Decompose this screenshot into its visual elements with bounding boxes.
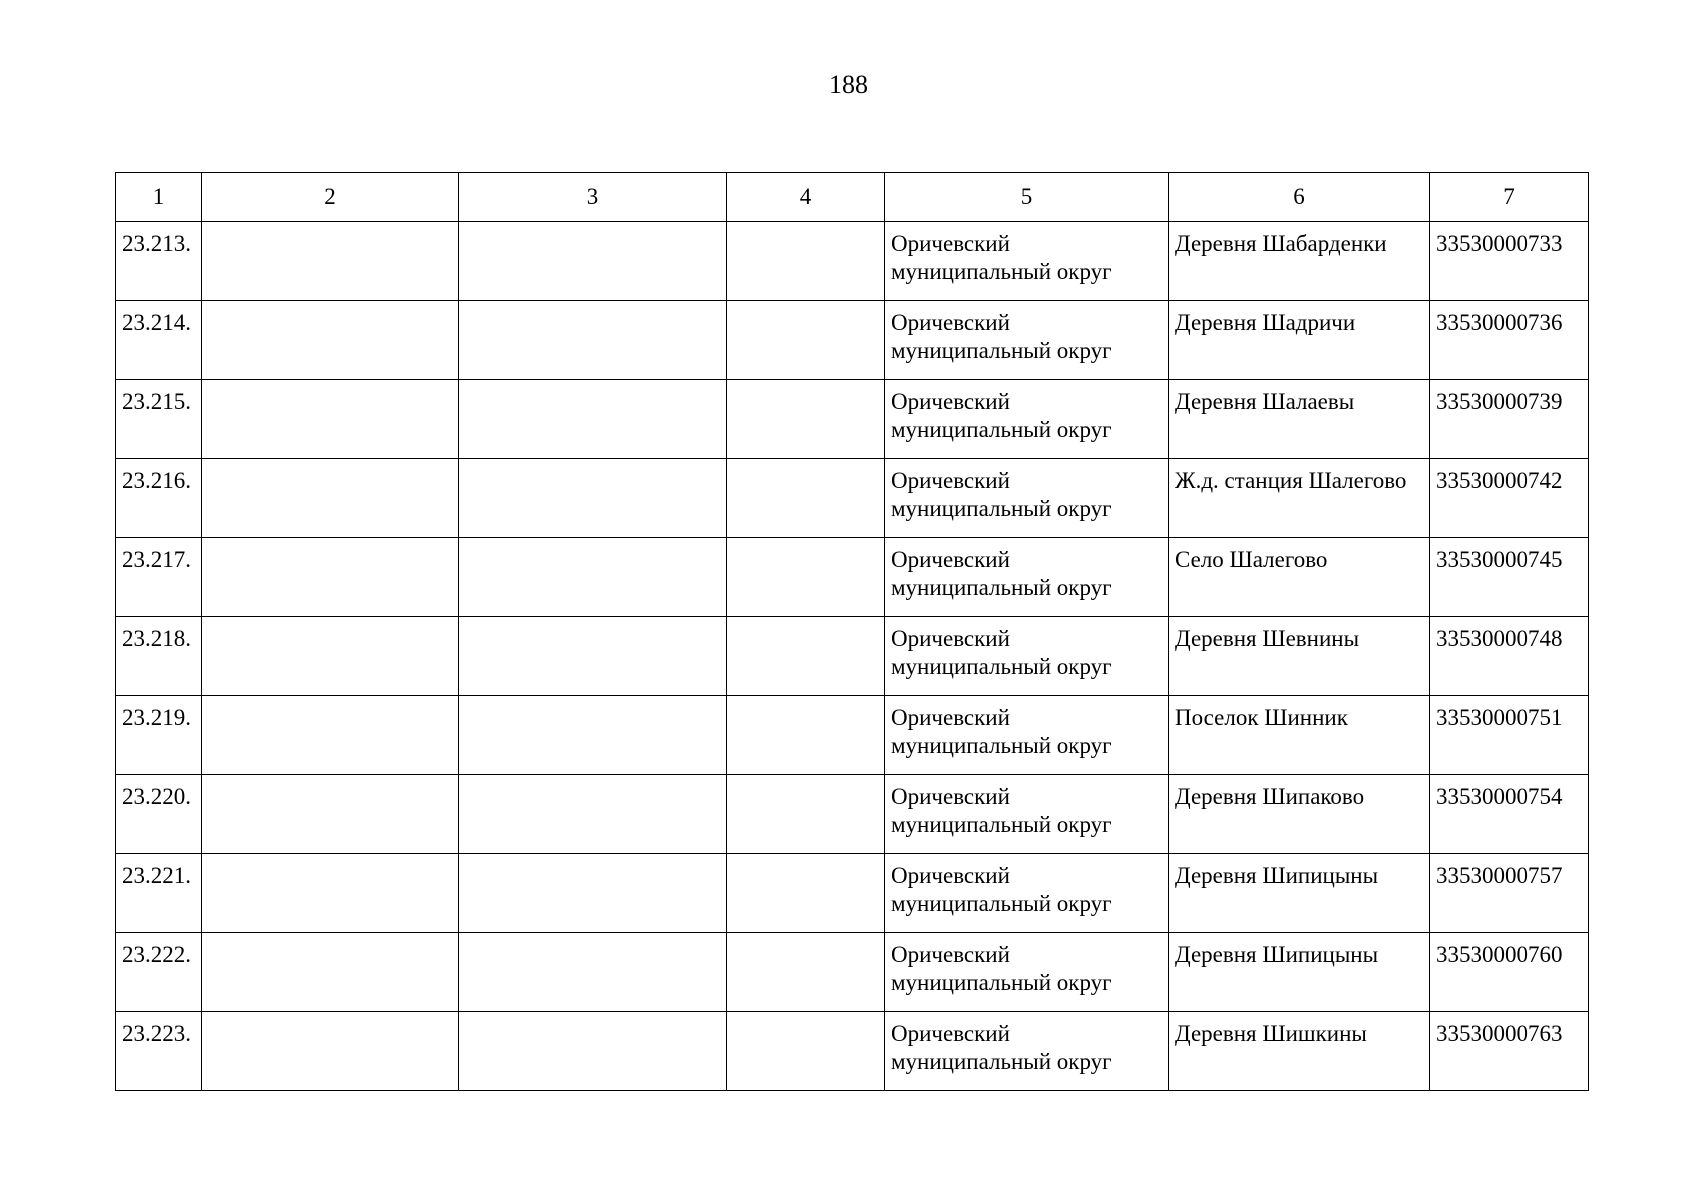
column-header-7: 7: [1430, 173, 1589, 222]
column-3-value: [459, 617, 726, 625]
settlement-code: 33530000745: [1436, 547, 1563, 572]
table-body: [116, 173, 1589, 1091]
column-2-cell: [202, 617, 459, 696]
district-line-1: Оричевский: [891, 468, 1010, 493]
row-number-cell: [116, 854, 202, 933]
settlement-cell: [1169, 538, 1430, 617]
table-row: [116, 459, 1589, 538]
settlement-cell: [1169, 617, 1430, 696]
settlement-code: 33530000754: [1436, 784, 1563, 809]
district-line-1: Оричевский: [891, 547, 1010, 572]
column-4-value: [727, 459, 884, 467]
settlement-cell: [1169, 301, 1430, 380]
column-header-1: 1: [116, 173, 202, 222]
column-2-value: [202, 222, 458, 230]
column-2-value: [202, 380, 458, 388]
district-line-1: Оричевский: [891, 1021, 1010, 1046]
settlement-code: 33530000739: [1436, 389, 1563, 414]
code-cell: [1430, 933, 1589, 1012]
district-cell: [885, 459, 1169, 538]
district-line-1: Оричевский: [891, 626, 1010, 651]
district-line-1: Оричевский: [891, 942, 1010, 967]
row-number-cell: [116, 380, 202, 459]
column-4-value: [727, 775, 884, 783]
row-number-cell: [116, 538, 202, 617]
table-row: [116, 222, 1589, 301]
settlement-name: Село Шалегово: [1175, 547, 1328, 572]
column-2-cell: [202, 933, 459, 1012]
column-3-cell: [459, 775, 727, 854]
column-3-cell: [459, 854, 727, 933]
settlement-cell: [1169, 933, 1430, 1012]
column-3-value: [459, 775, 726, 783]
column-4-cell: [727, 380, 885, 459]
settlement-name: Деревня Шипицыны: [1175, 942, 1379, 967]
column-3-value: [459, 301, 726, 309]
settlement-name: Поселок Шинник: [1175, 705, 1348, 730]
column-header-6: 6: [1169, 173, 1430, 222]
column-4-cell: [727, 459, 885, 538]
settlement-code: 33530000748: [1436, 626, 1563, 651]
settlement-code: 33530000751: [1436, 705, 1563, 730]
district-line-1: Оричевский: [891, 310, 1010, 335]
row-number: 23.222.: [122, 942, 191, 967]
column-3-value: [459, 696, 726, 704]
code-cell: [1430, 301, 1589, 380]
settlement-code: 33530000763: [1436, 1021, 1563, 1046]
column-3-cell: [459, 301, 727, 380]
settlement-code: 33530000742: [1436, 468, 1563, 493]
settlement-code: 33530000733: [1436, 231, 1563, 256]
column-2-cell: [202, 380, 459, 459]
row-number-cell: [116, 301, 202, 380]
column-3-cell: [459, 538, 727, 617]
row-number-cell: [116, 459, 202, 538]
column-4-cell: [727, 222, 885, 301]
district-line-1: Оричевский: [891, 784, 1010, 809]
row-number: 23.213.: [122, 231, 191, 256]
code-cell: [1430, 617, 1589, 696]
column-4-value: [727, 854, 884, 862]
district-line-2: муниципальный округ: [891, 812, 1112, 837]
table-row: [116, 854, 1589, 933]
district-line-2: муниципальный округ: [891, 654, 1112, 679]
settlement-name: Деревня Шишкины: [1175, 1021, 1367, 1046]
code-cell: [1430, 775, 1589, 854]
column-header-3: 3: [459, 173, 727, 222]
district-name: [885, 380, 1168, 444]
district-line-1: Оричевский: [891, 389, 1010, 414]
settlement-cell: [1169, 222, 1430, 301]
column-2-value: [202, 301, 458, 309]
column-4-cell: [727, 538, 885, 617]
column-header-2: 2: [202, 173, 459, 222]
table-row: [116, 301, 1589, 380]
column-4-cell: [727, 775, 885, 854]
table-row: [116, 1012, 1589, 1091]
settlement-cell: [1169, 696, 1430, 775]
column-3-cell: [459, 933, 727, 1012]
column-2-value: [202, 1012, 458, 1020]
column-4-cell: [727, 301, 885, 380]
column-2-cell: [202, 1012, 459, 1091]
table-row: [116, 696, 1589, 775]
column-header-4: 4: [727, 173, 885, 222]
column-header-5: 5: [885, 173, 1169, 222]
column-2-value: [202, 459, 458, 467]
table-header-row: [116, 173, 1589, 222]
column-3-cell: [459, 696, 727, 775]
column-3-value: [459, 380, 726, 388]
settlement-name: Деревня Шалаевы: [1175, 389, 1355, 414]
column-2-cell: [202, 854, 459, 933]
district-line-2: муниципальный округ: [891, 891, 1112, 916]
table-row: [116, 775, 1589, 854]
district-line-1: Оричевский: [891, 231, 1010, 256]
column-2-value: [202, 854, 458, 862]
column-2-value: [202, 933, 458, 941]
code-cell: [1430, 222, 1589, 301]
district-line-1: Оричевский: [891, 705, 1010, 730]
district-name: [885, 301, 1168, 365]
district-name: [885, 933, 1168, 997]
district-name: [885, 538, 1168, 602]
district-line-2: муниципальный округ: [891, 496, 1112, 521]
column-2-value: [202, 538, 458, 546]
table-row: [116, 933, 1589, 1012]
page-number: 188: [829, 70, 868, 99]
district-line-2: муниципальный округ: [891, 259, 1112, 284]
district-cell: [885, 380, 1169, 459]
settlement-name: Деревня Шипаково: [1175, 784, 1365, 809]
settlement-name: Деревня Шадричи: [1175, 310, 1356, 335]
code-cell: [1430, 1012, 1589, 1091]
column-4-value: [727, 301, 884, 309]
row-number-cell: [116, 222, 202, 301]
row-number: 23.223.: [122, 1021, 191, 1046]
district-line-2: муниципальный округ: [891, 970, 1112, 995]
column-4-value: [727, 933, 884, 941]
district-line-2: муниципальный округ: [891, 733, 1112, 758]
column-4-cell: [727, 617, 885, 696]
column-4-value: [727, 1012, 884, 1020]
column-3-value: [459, 538, 726, 546]
column-2-cell: [202, 775, 459, 854]
settlement-name: Деревня Шипицыны: [1175, 863, 1379, 888]
row-number: 23.218.: [122, 626, 191, 651]
row-number-cell: [116, 617, 202, 696]
district-cell: [885, 222, 1169, 301]
district-name: [885, 459, 1168, 523]
column-2-cell: [202, 538, 459, 617]
column-3-value: [459, 222, 726, 230]
column-3-value: [459, 854, 726, 862]
column-2-value: [202, 617, 458, 625]
district-name: [885, 775, 1168, 839]
column-2-cell: [202, 222, 459, 301]
district-cell: [885, 617, 1169, 696]
column-2-value: [202, 775, 458, 783]
district-cell: [885, 301, 1169, 380]
code-cell: [1430, 380, 1589, 459]
column-2-cell: [202, 459, 459, 538]
district-name: [885, 617, 1168, 681]
district-cell: [885, 538, 1169, 617]
column-4-value: [727, 538, 884, 546]
district-name: [885, 222, 1168, 286]
column-4-cell: [727, 696, 885, 775]
column-3-value: [459, 933, 726, 941]
district-line-2: муниципальный округ: [891, 1049, 1112, 1074]
row-number: 23.216.: [122, 468, 191, 493]
column-2-cell: [202, 696, 459, 775]
district-line-1: Оричевский: [891, 863, 1010, 888]
column-3-value: [459, 459, 726, 467]
code-cell: [1430, 459, 1589, 538]
table-row: [116, 617, 1589, 696]
district-line-2: муниципальный округ: [891, 575, 1112, 600]
settlement-cell: [1169, 1012, 1430, 1091]
settlement-name: Ж.д. станция Шалегово: [1175, 468, 1407, 493]
column-2-cell: [202, 301, 459, 380]
settlement-name: Деревня Шабарденки: [1175, 231, 1387, 256]
row-number: 23.215.: [122, 389, 191, 414]
settlements-table: [115, 172, 1589, 1091]
district-line-2: муниципальный округ: [891, 338, 1112, 363]
column-3-cell: [459, 380, 727, 459]
column-3-value: [459, 1012, 726, 1020]
district-cell: [885, 1012, 1169, 1091]
district-line-2: муниципальный округ: [891, 417, 1112, 442]
row-number: 23.220.: [122, 784, 191, 809]
district-cell: [885, 696, 1169, 775]
district-cell: [885, 854, 1169, 933]
column-3-cell: [459, 222, 727, 301]
column-4-value: [727, 617, 884, 625]
settlement-cell: [1169, 380, 1430, 459]
row-number-cell: [116, 1012, 202, 1091]
row-number: 23.221.: [122, 863, 191, 888]
table-row: [116, 538, 1589, 617]
column-2-value: [202, 696, 458, 704]
district-name: [885, 1012, 1168, 1076]
column-4-value: [727, 222, 884, 230]
settlement-cell: [1169, 775, 1430, 854]
district-name: [885, 696, 1168, 760]
column-3-cell: [459, 459, 727, 538]
code-cell: [1430, 538, 1589, 617]
district-name: [885, 854, 1168, 918]
settlement-code: 33530000757: [1436, 863, 1563, 888]
settlement-code: 33530000760: [1436, 942, 1563, 967]
district-cell: [885, 933, 1169, 1012]
row-number-cell: [116, 775, 202, 854]
table-row: [116, 380, 1589, 459]
settlement-cell: [1169, 459, 1430, 538]
settlement-code: 33530000736: [1436, 310, 1563, 335]
column-4-cell: [727, 933, 885, 1012]
district-cell: [885, 775, 1169, 854]
settlement-name: Деревня Шевнины: [1175, 626, 1360, 651]
column-4-value: [727, 696, 884, 704]
row-number: 23.217.: [122, 547, 191, 572]
row-number-cell: [116, 933, 202, 1012]
row-number: 23.214.: [122, 310, 191, 335]
column-3-cell: [459, 1012, 727, 1091]
column-4-cell: [727, 1012, 885, 1091]
row-number: 23.219.: [122, 705, 191, 730]
column-4-value: [727, 380, 884, 388]
column-3-cell: [459, 617, 727, 696]
settlement-cell: [1169, 854, 1430, 933]
column-4-cell: [727, 854, 885, 933]
code-cell: [1430, 696, 1589, 775]
code-cell: [1430, 854, 1589, 933]
row-number-cell: [116, 696, 202, 775]
